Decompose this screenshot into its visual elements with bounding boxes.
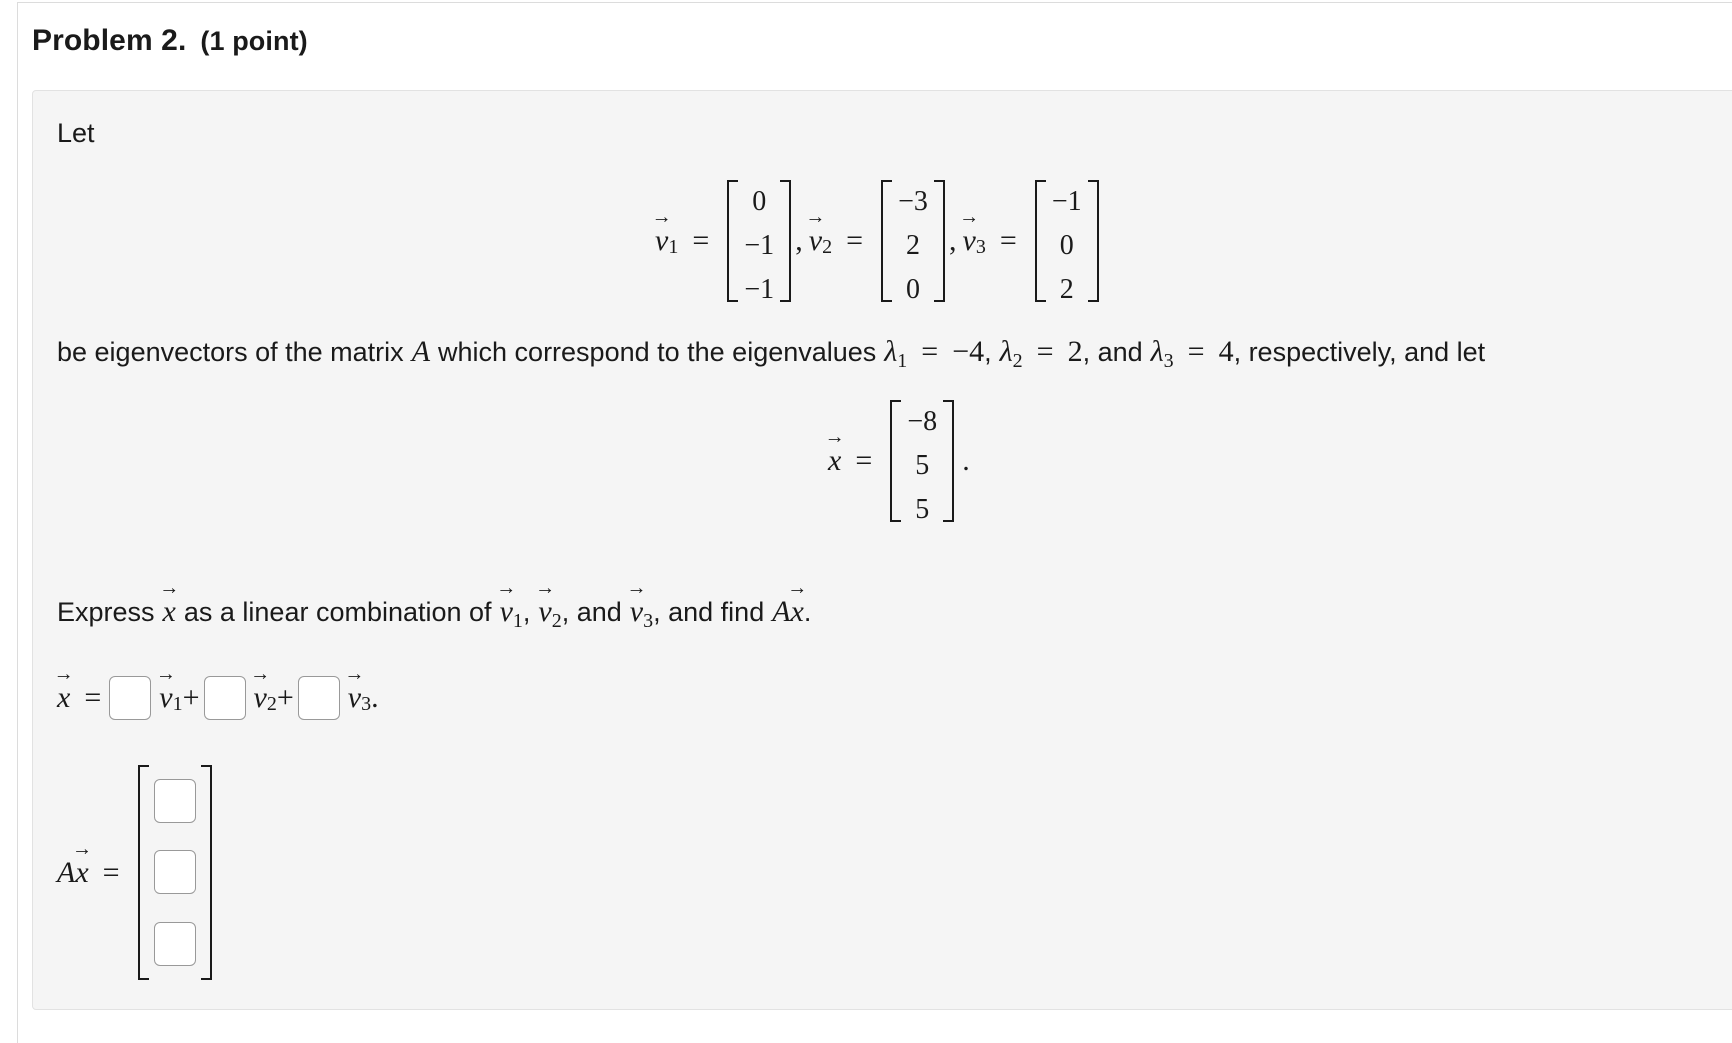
v1-subscript: 1 xyxy=(668,235,679,258)
ax-entry-3-input[interactable] xyxy=(154,922,196,966)
sentence-text: as a linear combination of xyxy=(183,596,492,627)
let-text: Let xyxy=(57,118,95,148)
v2-matrix xyxy=(881,180,945,305)
sentence-text: be eigenvectors of the matrix xyxy=(57,336,404,367)
ax-entry-2-input[interactable] xyxy=(154,850,196,894)
v1-matrix xyxy=(727,180,791,305)
ax-entry-1-input[interactable] xyxy=(154,779,196,823)
equals-sign: = xyxy=(102,855,120,889)
comma: , xyxy=(795,224,803,257)
v1-entry: −1 xyxy=(744,274,775,305)
sentence-text: , and xyxy=(561,596,622,627)
v2-symbol: → v xyxy=(254,681,267,715)
lambda2-expression: $\lambda_2 = 2$ xyxy=(999,335,1083,372)
problem-points: (1 point) xyxy=(200,26,308,56)
v1-symbol: → v xyxy=(500,595,513,629)
x-matrix xyxy=(890,400,954,525)
plus-sign: + xyxy=(276,681,294,714)
x-entry: 5 xyxy=(915,450,930,481)
v2-entry: −3 xyxy=(898,186,928,217)
eigenvectors-equation xyxy=(655,180,1103,305)
v2-symbol: → v xyxy=(538,595,551,629)
x-vector-equation xyxy=(828,400,970,525)
x-symbol: → x xyxy=(163,595,176,629)
sentence-text: , xyxy=(522,596,531,627)
sentence-text: , respectively, and let xyxy=(1233,336,1486,367)
v1-entry: −1 xyxy=(744,230,775,261)
v2-entry: 0 xyxy=(906,274,920,305)
x-entry: 5 xyxy=(915,494,930,525)
ax-symbol: A→ x xyxy=(772,595,804,629)
period: . xyxy=(962,444,970,477)
problem-title xyxy=(32,24,308,58)
x-entry: −8 xyxy=(907,406,938,437)
v3-subscript: 3 xyxy=(975,235,986,258)
comma: , xyxy=(949,224,957,257)
period: . xyxy=(371,681,379,714)
sentence-text: , and xyxy=(1082,336,1143,367)
lambda1-expression: $\lambda_1 = -4$ xyxy=(884,335,985,372)
coefficient-2-input[interactable] xyxy=(204,676,246,720)
ax-matrix xyxy=(138,765,212,980)
v1-symbol: → v xyxy=(655,224,668,258)
v3-symbol: → v xyxy=(630,595,643,629)
sentence-text: , and find xyxy=(653,596,765,627)
v2-symbol: → v xyxy=(809,224,822,258)
coefficient-3-input[interactable] xyxy=(298,676,340,720)
v3-symbol: → v xyxy=(963,224,976,258)
equals-sign: = xyxy=(999,224,1017,257)
matrix-a-symbol: A xyxy=(411,335,431,368)
v3-entry: 0 xyxy=(1059,230,1074,261)
ax-answer-row xyxy=(57,765,216,980)
linear-combination-row: → x = → v 1 + → v 2 + → v 3 . xyxy=(57,672,379,724)
v1-entry: 0 xyxy=(752,186,767,217)
sentence-text: . xyxy=(803,596,812,627)
v3-entry: 2 xyxy=(1059,274,1074,305)
v3-entry: −1 xyxy=(1051,186,1082,217)
plus-sign: + xyxy=(182,681,200,714)
equals-sign: = xyxy=(84,681,102,714)
v1-symbol: → v xyxy=(159,681,172,715)
x-symbol: → x xyxy=(57,681,70,715)
v2-entry: 2 xyxy=(906,230,920,261)
express-sentence: Express → x as a linear combination of → $v_1$ , → $v_2$ , and → $v_3$ , and find A→ x . xyxy=(57,590,811,634)
eigenvalues-sentence: be eigenvectors of the matrix A which correspond to the eigenvalues $\lambda_1 = -4$ , $\lambda_2 = 2$ , and $\lambda_3 = 4$ , respectively, and let xyxy=(57,335,1486,372)
x-symbol: → x xyxy=(828,444,841,478)
v3-symbol: → v xyxy=(348,681,361,715)
v3-matrix xyxy=(1035,180,1099,305)
ax-symbol: A→ x xyxy=(57,856,89,890)
v2-subscript: 2 xyxy=(822,235,833,258)
equals-sign: = xyxy=(855,444,873,477)
sentence-text: which correspond to the eigenvalues xyxy=(438,336,877,367)
lambda3-expression: $\lambda_3 = 4$ xyxy=(1150,335,1234,372)
equals-sign: = xyxy=(692,224,710,257)
sentence-text: Express xyxy=(57,596,155,627)
coefficient-1-input[interactable] xyxy=(109,676,151,720)
equals-sign: = xyxy=(846,224,863,257)
problem-number: Problem 2. xyxy=(32,24,187,57)
